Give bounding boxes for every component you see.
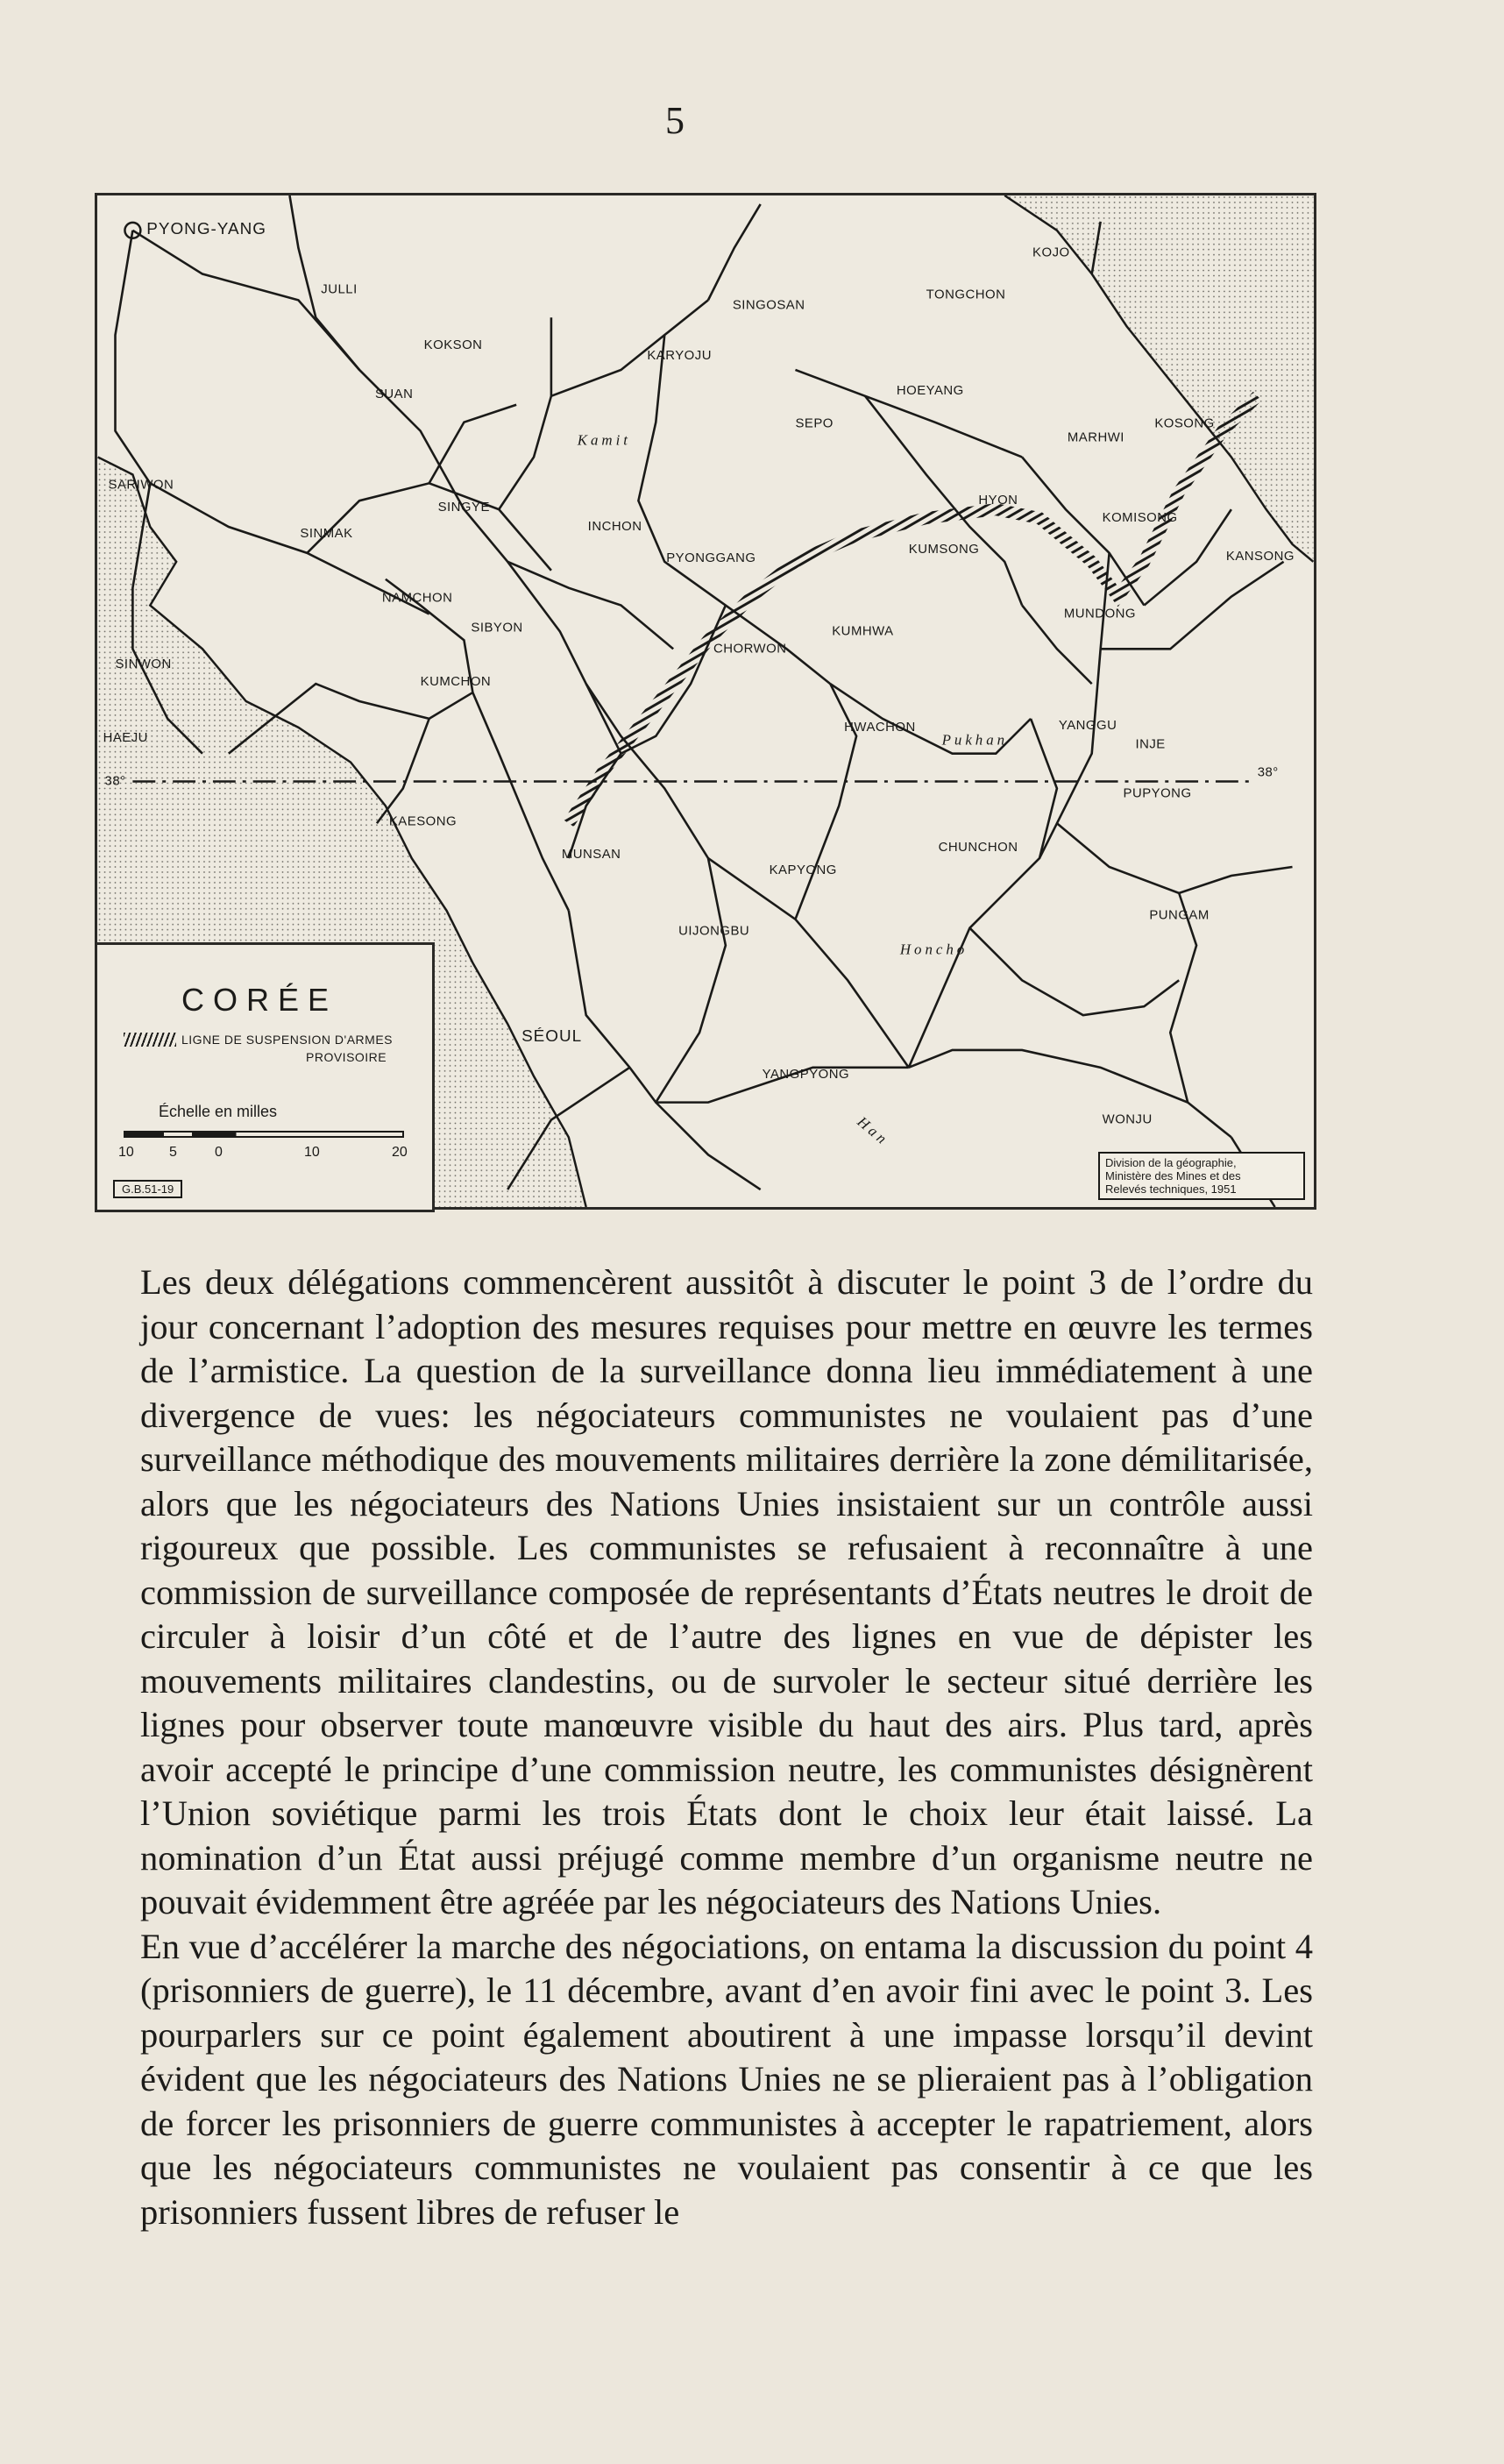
svg-text:INJE: INJE — [1135, 736, 1166, 752]
svg-text:KUMSONG: KUMSONG — [908, 541, 980, 557]
svg-text:PUNGAM: PUNGAM — [1149, 907, 1210, 923]
paragraph: En vue d’accélérer la marche des négociations, on entama la discussion du point 4 (prisonniers de guerre), le 11 décembre, avant d’en avoir fini avec le point 3. Les pourparlers sur ce point également aboutirent à une impasse lorsqu’il devint évident que les négociateurs des Nations Unies ne se plieraient pas à l’obligation de forcer les prisonniers de guerre communistes à accepter le rapatriement, alors que les négociateurs communistes ne voulaient pas consentir à ce que les prisonniers fussent libres de refuser le — [140, 1926, 1313, 2232]
map-legend: CORÉE LIGNE DE SUSPENSION D'ARMES PROVISOIRE Échelle en milles 10 5 0 10 20 G.B.51-19 — [95, 942, 435, 1212]
svg-text:SARIWON: SARIWON — [108, 477, 174, 493]
svg-text:KARYOJU: KARYOJU — [647, 348, 712, 364]
svg-text:KUMCHON: KUMCHON — [420, 674, 492, 690]
svg-text:CHUNCHON: CHUNCHON — [938, 840, 1018, 856]
paragraph: Les deux délégations commencèrent aussitôt à discuter le point 3 de l’ordre du jour concernant l’adoption des mesures requises pour mettre en œuvre les termes de l’armistice. La question de la surveillance donna lieu immédiatement à une divergence de vues: les négociateurs communistes ne voulaient pas d’une surveillance méthodique des mouvements militaires derrière la zone démilitarisée, alors que les négociateurs des Nations Unies insistaient sur un contrôle aussi rigoureux que possible. Les communistes se refusaient à reconnaître à une commission de surveillance composée de représentants d’États neutres le droit de circuler à loisir d’un côté et de l’autre des lignes en vue de dépister les mouvements militaires clandestins, ou de survoler le secteur situé derrière les lignes pour observer toute manœuvre visible du haut des airs. Plus tard, après avoir accepté le principe d’une commission neutre, les communistes désignèrent l’Union soviétique parmi les trois États dont le choix leur était laissé. La nomination d’un État aussi préjugé comme membre d’un organisme neutre ne pouvait évidemment être agréée par les négociateurs des Nations Unies. — [140, 1262, 1313, 1921]
svg-text:Han: Han — [854, 1113, 893, 1149]
svg-text:NAMCHON: NAMCHON — [381, 590, 453, 606]
svg-text:SINMAK: SINMAK — [300, 525, 353, 541]
legend-line-label-2: PROVISOIRE — [306, 1050, 387, 1064]
svg-text:KOMISONG: KOMISONG — [1102, 510, 1178, 526]
svg-text:SEPO: SEPO — [795, 415, 834, 431]
svg-text:KOJO: KOJO — [1032, 245, 1070, 260]
svg-text:Pukhan: Pukhan — [941, 731, 1009, 749]
svg-text:JULLI: JULLI — [321, 281, 358, 297]
svg-text:KUMHWA: KUMHWA — [832, 623, 894, 639]
scale-title: Échelle en milles — [159, 1103, 278, 1120]
legend-line-label: LIGNE DE SUSPENSION D'ARMES — [181, 1033, 393, 1047]
svg-text:HOEYANG: HOEYANG — [896, 382, 964, 398]
body-text — [140, 1260, 1313, 2234]
svg-text:MUNDONG: MUNDONG — [1063, 606, 1137, 621]
korea-map — [95, 193, 1316, 1210]
svg-text:PUPYONG: PUPYONG — [1123, 785, 1192, 801]
svg-text:KAESONG: KAESONG — [388, 813, 458, 829]
svg-text:SÉOUL: SÉOUL — [521, 1026, 583, 1046]
svg-text:INCHON: INCHON — [587, 519, 642, 535]
svg-text:38°: 38° — [104, 773, 126, 789]
place-pyong-yang: PYONG-YANG — [146, 219, 266, 238]
svg-text:KANSONG: KANSONG — [1225, 548, 1295, 564]
svg-text:UIJONGBU: UIJONGBU — [678, 923, 750, 939]
svg-text:MARHWI: MARHWI — [1067, 430, 1124, 445]
svg-text:YANGPYONG: YANGPYONG — [762, 1066, 850, 1082]
svg-text:KAPYONG: KAPYONG — [769, 862, 837, 877]
svg-text:WONJU: WONJU — [1102, 1111, 1153, 1127]
svg-text:SINGOSAN: SINGOSAN — [732, 297, 805, 313]
map-credit: Division de la géographie, Ministère des Mines et des Relevés techniques, 1951 — [1098, 1152, 1305, 1200]
svg-text:Honcho: Honcho — [899, 941, 968, 958]
svg-text:38°: 38° — [1257, 764, 1279, 780]
svg-text:SIBYON: SIBYON — [471, 620, 523, 636]
svg-text:SINGYE: SINGYE — [437, 500, 490, 515]
map-code: G.B.51-19 — [113, 1180, 182, 1198]
legend-title: CORÉE — [181, 982, 338, 1018]
svg-text:MUNSAN: MUNSAN — [561, 847, 621, 863]
svg-text:SUAN: SUAN — [374, 386, 414, 401]
armistice-line — [569, 396, 1258, 823]
svg-text:KOSONG: KOSONG — [1154, 415, 1215, 431]
armistice-line-symbol — [124, 1033, 176, 1047]
svg-text:HYON: HYON — [978, 493, 1018, 508]
scale-bar — [124, 1131, 404, 1138]
svg-text:HWACHON: HWACHON — [844, 719, 916, 735]
svg-text:HAEJU: HAEJU — [103, 729, 148, 745]
svg-text:KOKSON: KOKSON — [423, 337, 483, 353]
svg-text:SINWON: SINWON — [115, 657, 172, 672]
svg-text:TONGCHON: TONGCHON — [926, 287, 1006, 302]
svg-text:Kamit: Kamit — [577, 431, 631, 449]
svg-text:YANGGU: YANGGU — [1058, 717, 1117, 733]
svg-text:PYONGGANG: PYONGGANG — [666, 550, 756, 565]
page-number: 5 — [665, 99, 685, 142]
svg-text:CHORWON: CHORWON — [713, 641, 787, 657]
